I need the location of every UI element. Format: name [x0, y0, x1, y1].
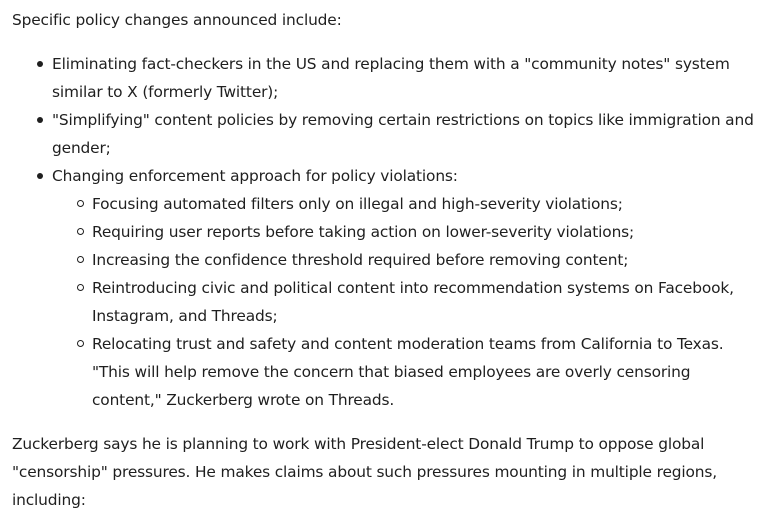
circle-bullet-icon [77, 256, 84, 263]
circle-bullet-icon [77, 228, 84, 235]
list-item-text: "Simplifying" content policies by removing certain restrictions on topics like immigration and gender; [52, 111, 754, 157]
circle-bullet-icon [77, 340, 84, 347]
sub-list-item-text: Requiring user reports before taking action on lower-severity violations; [92, 223, 635, 241]
list-item [12, 50, 762, 106]
bullet-icon [37, 61, 43, 67]
list-item [12, 162, 762, 414]
sub-list-item-text: Reintroducing civic and political content into recommendation systems on Facebook, Instagram, and Threads; [92, 279, 734, 325]
closing-paragraph: Zuckerberg says he is planning to work with President-elect Donald Trump to oppose global "censorship" pressures. He makes claims about such pressures mounting in multiple regions, including: [12, 435, 718, 509]
sub-list-item [52, 330, 762, 414]
intro-paragraph: Specific policy changes announced include: [12, 11, 342, 29]
sub-list-item-text: Focusing automated filters only on illegal and high-severity violations; [92, 195, 623, 213]
circle-bullet-icon [77, 200, 84, 207]
bullet-icon [37, 117, 43, 123]
sub-list-item-text: Increasing the confidence threshold required before removing content; [92, 251, 629, 269]
sub-list-item [52, 190, 762, 218]
sub-list-item [52, 246, 762, 274]
sub-list-item [52, 218, 762, 246]
circle-bullet-icon [77, 284, 84, 291]
sub-list-item [52, 274, 762, 330]
sub-list-item-text: Relocating trust and safety and content moderation teams from California to Texas. "This will help remove the concern that biased employees are overly censoring content," Zuckerberg wrote on Threads. [92, 335, 724, 409]
list-item-text: Changing enforcement approach for policy violations: [52, 167, 458, 185]
policy-changes-list [12, 50, 762, 414]
list-item [12, 106, 762, 162]
enforcement-changes-list [52, 190, 762, 414]
list-item-text: Eliminating fact-checkers in the US and replacing them with a "community notes" system similar to X (formerly Twitter); [52, 55, 730, 101]
bullet-icon [37, 173, 43, 179]
